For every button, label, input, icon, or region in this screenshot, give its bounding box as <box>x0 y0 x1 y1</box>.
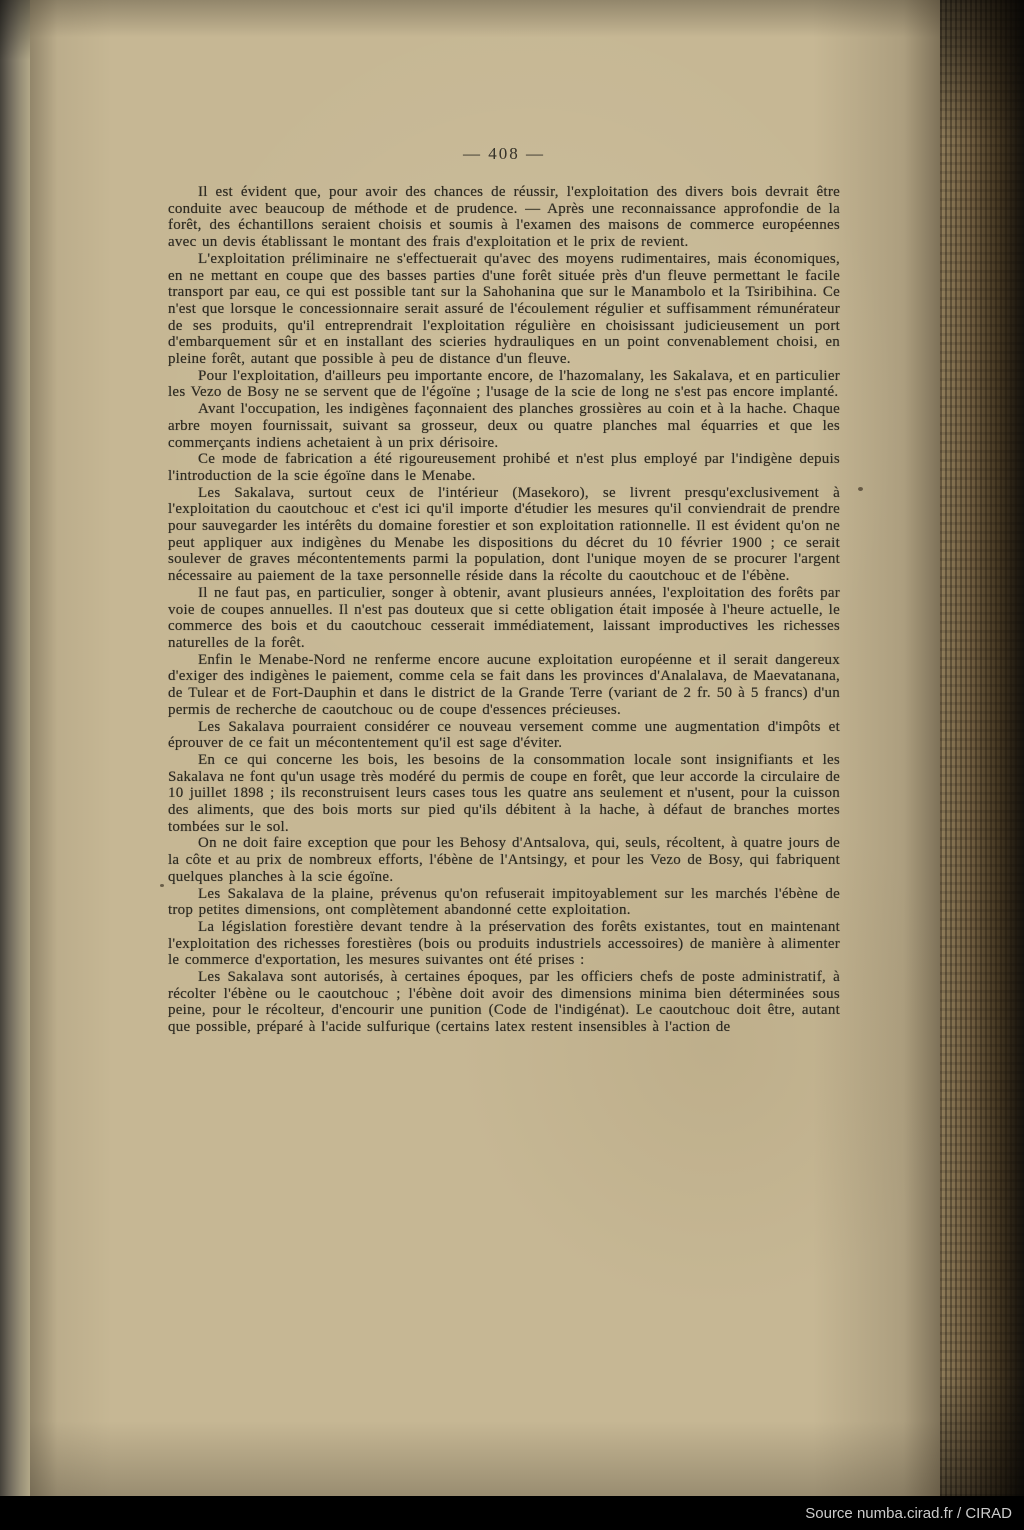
paragraph: Les Sakalava de la plaine, prévenus qu'on refuserait impitoyablement sur les marchés l'ébène de trop petites dimensions, ont complètement abandonné cette exploitation. <box>168 885 840 919</box>
book-page <box>30 0 940 1496</box>
paragraph: Ce mode de fabrication a été rigoureusement prohibé et n'est plus employé par l'indigène depuis l'introduction de la scie égoïne dans le Menabe. <box>168 451 840 484</box>
page-text <box>168 184 840 1036</box>
source-credit: Source numba.cirad.fr / CIRAD <box>805 1504 1012 1522</box>
paragraph: Les Sakalava, surtout ceux de l'intérieur (Masekoro), se livrent presqu'exclusivement à l'exploitation du caoutchouc et c'est ici qu'il importe d'étudier les mesures qu'il conviendrait de prendre pour sauvegarder les intérêts du domaine forestier et son exploitation rationnelle. Il est évident qu'on ne peut appliquer aux indigènes du Menabe les dispositions du décret du 10 février 1900 ; ce serait soulever de graves mécontentements parmi la population, dont l'unique moyen de se procurer l'argent nécessaire au paiement de la taxe personnelle réside dans la récolte du caoutchouc et de l'ébène. <box>168 484 840 585</box>
paragraph: Il ne faut pas, en particulier, songer à obtenir, avant plusieurs années, l'exploitation des forêts par voie de coupes annuelles. Il n'est pas douteux que si cette obligation était imposée à l'heure actuelle, le commerce des bois et du caoutchouc cesserait immédiatement, laissant improductives les richesses naturelles de la forêt. <box>168 584 840 651</box>
paragraph: Pour l'exploitation, d'ailleurs peu importante encore, de l'hazomalany, les Sakalava, et en particulier les Vezo de Bosy ne se servent que de l'égoïne ; l'usage de la scie de long ne s'est pas encore implanté. <box>168 367 840 401</box>
paragraph: Il est évident que, pour avoir des chances de réussir, l'exploitation des divers bois devrait être conduite avec beaucoup de méthode et de prudence. — Après une reconnaissance approfondie de la forêt, des échantillons seraient choisis et soumis à l'examen des maisons de commerce européennes avec un devis établissant le montant des frais d'exploitation et le prix de revient. <box>168 184 840 251</box>
paragraph: Les Sakalava sont autorisés, à certaines époques, par les officiers chefs de poste administratif, à récolter l'ébène ou le caoutchouc ; l'ébène doit avoir des dimensions minima bien déterminées sous peine, pour le récolteur, d'encourir une punition (Code de l'indigénat). Le caoutchouc doit être, autant que possible, préparé à l'acide sulfurique (certains latex restent insensibles à l'action de <box>168 969 840 1036</box>
paragraph: Enfin le Menabe-Nord ne renferme encore aucune exploitation européenne et il serait dangereux d'exiger des indigènes le paiement, comme cela se fait dans les provinces d'Analalava, de Maevatanana, de Tulear et de Fort-Dauphin et dans le district de la Grande Terre (variant de 2 fr. 50 à 5 francs) d'un permis de recherche de caoutchouc ou de coupe d'essences précieuses. <box>168 651 840 718</box>
paragraph: Les Sakalava pourraient considérer ce nouveau versement comme une augmentation d'impôts et éprouver de ce fait un mécontentement qu'il est sage d'éviter. <box>168 718 840 752</box>
paragraph: En ce qui concerne les bois, les besoins de la consommation locale sont insignifiants et les Sakalava ne font qu'un usage très modéré du permis de coupe en forêt, que leur accorde la circulaire de 10 juillet 1898 ; ils reconstruisent leurs cases tous les quatre ans seulement et n'usent, pour la cuisson des aliments, que des bois morts sur pied qu'ils débitent à la hache, à défaut de branches mortes tombées sur le sol. <box>168 751 840 835</box>
paragraph: La législation forestière devant tendre à la préservation des forêts existantes, tout en maintenant l'exploitation des richesses forestières (bois ou produits industriels accessoires) de manière à alimenter le commerce d'exportation, les mesures suivantes ont été prises : <box>168 918 840 969</box>
page-number: — 408 — <box>463 144 545 163</box>
book-left-edge <box>0 0 30 1496</box>
paragraph: On ne doit faire exception que pour les Behosy d'Antsalova, qui, seuls, récoltent, à quatre jours de la côte et au prix de nombreux efforts, l'ébène de l'Antsingy, et pour les Vezo de Bosy, qui fabriquent quelques planches à la scie égoïne. <box>168 835 840 885</box>
source-bar <box>0 1496 1024 1530</box>
paragraph: Avant l'occupation, les indigènes façonnaient des planches grossières au coin et à la hache. Chaque arbre moyen fournissait, suivant sa grosseur, deux ou quatre planches mal équarries et que les commerçants indiens achetaient à un prix dérisoire. <box>168 401 840 451</box>
page-content <box>168 0 840 1036</box>
paragraph: L'exploitation préliminaire ne s'effectuerait qu'avec des moyens rudimentaires, mais économiques, en ne mettant en coupe que des basses parties d'une forêt située près d'un fleuve permettant le facile transport par eau, ce qui est possible tant sur la Sahohanina que sur le Manambolo et la Tsiribihina. Ce n'est que lorsque le concessionnaire serait assuré de l'écoulement régulier et suffisamment rémunérateur de ses produits, qu'il entreprendrait l'exploitation régulière en choisissant judicieusement un port d'embarquement sûr et en installant des scieries hydrauliques en un point convenablement choisi, en pleine forêt, autant que possible à peu de distance d'un fleuve. <box>168 250 840 368</box>
page-speck <box>858 487 863 491</box>
book-page-edges <box>940 0 1024 1496</box>
page-speck <box>160 884 164 887</box>
